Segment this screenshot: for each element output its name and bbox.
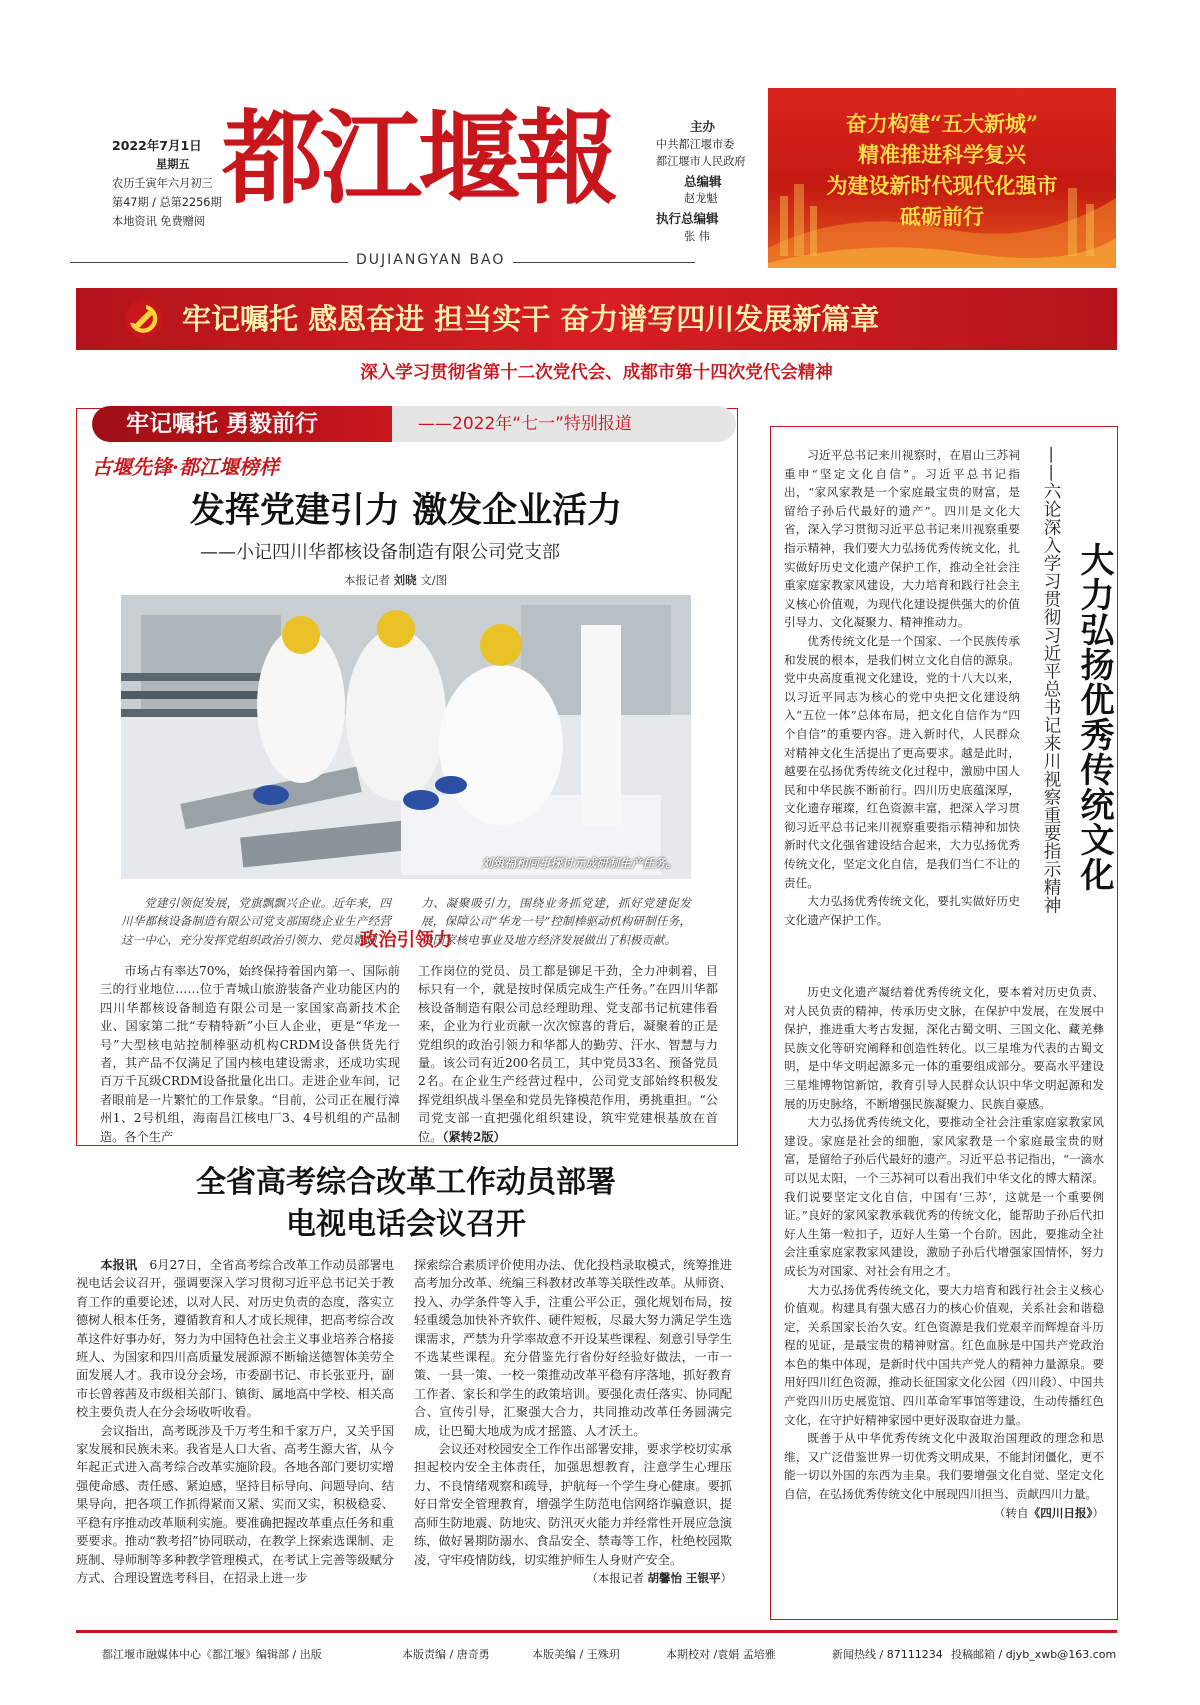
editorial-p5: 大力弘扬优秀传统文化，要推动全社会注重家庭家教家风建设。家庭是社会的细胞，家风家教是一个家庭最宝贵的财富，是留给子孙后代最好的遗产。习近平总书记指出，“一滴水可以见太阳，一个三苏祠可以看出我们中华文化的博大精深。我们说要坚定文化自信，中国有‘三苏’，这就是一个重要例证。”良好的家风家教承载优秀的传统文化，能帮助子孙后代扣好人生第一粒扣子，迈好人生第一个台阶。因此，要推动全社会注重家庭家教家风建设，激励子孙后代增强家国情怀，努力成长为对国家、对社会有用之才。 xyxy=(784,1115,1104,1278)
exec-editor-name: 张 伟 xyxy=(684,229,710,243)
news-byline-pre: （本报记者 xyxy=(586,1570,644,1585)
editorial-top-text xyxy=(784,446,1020,929)
editorial-p4: 历史文化遗产凝结着优秀传统文化，要本着对历史负责、对人民负责的精神，传承历史文脉，在保护中发展，在发展中保护，推进重大考古发掘，深化古蜀文明、三国文化、藏羌彝民族文化等研究阐释和创造性转化。以三星堆为代表的古蜀文明，是中华文明起源多元一体的重要组成部分。要高水平建设三星堆博物馆新馆，教育引导人民群众认识中华文明起源和发展的历史脉络，不断增强民族凝聚力、民族自豪感。 xyxy=(784,985,1104,1111)
editorial-source-name: 《四川日报》 xyxy=(1028,1505,1093,1520)
chief-editor-name: 赵龙魁 xyxy=(684,192,718,206)
issue-weekday: 星期五 xyxy=(156,158,190,171)
ad-line-3: 为建设新时代现代化强市 xyxy=(826,173,1058,198)
news-headline-line-2: 电视电话会议召开 xyxy=(286,1207,526,1242)
news-col-1-p1-text: 6月27日，全省高考综合改革工作动员部署电视电话会议召开，强调要深入学习贯彻习近平总书记关于教育工作的重要论述，以对人民、对历史负责的态度，落实立德树人根本任务，遵循教育和人才成长规律，把高考综合改革这件好事办好，努力为中国特色社会主义事业培养合格接班人、为国家和四川高质量发展源源不断输送德智体美劳全面发展人才。我市设分会场，市委副书记、市长张亚丹，副市长曾蓉茜及市级相关部门、镇街、属地高中学校、相关高校主要负责人在分会场收听收看。 xyxy=(76,1258,395,1420)
feature-col-1 xyxy=(100,962,400,1146)
footer-designer: 本版美编 / 王殊玥 xyxy=(532,1648,620,1661)
news-byline-end: ） xyxy=(720,1570,732,1585)
editorial-p7 xyxy=(784,1429,1104,1520)
ad-line-1: 奋力构建“五大新城” xyxy=(845,111,1039,136)
slogan-ad xyxy=(768,88,1116,268)
chief-editor-label: 总编辑 xyxy=(684,173,722,189)
footer-hotline: 新闻热线 / 87111234 xyxy=(832,1648,943,1661)
editorial-bottom-text xyxy=(784,983,1104,1522)
sponsor-party: 中共都江堰市委 xyxy=(656,137,735,151)
editorial-subtitle: ——六论深入学习贯彻习近平总书记来川视察重要指示精神 xyxy=(1041,446,1061,914)
editorial-p1: 习近平总书记来川视察时，在眉山三苏祠重申“坚定文化自信”。习近平总书记指出，“家风家教是一个家庭最宝贵的财富，是留给子孙后代最好的遗产”。四川是文化大省，深入学习贯彻习近平总书记来川视察重要指示精神，我们要大力弘扬优秀传统文化，扎实做好历史文化遗产保护工作，推动全社会注重家庭家教家风建设，大力培育和践行社会主义核心价值观，为现代化建设提供强大的价值引导力、文化凝聚力、精神推动力。 xyxy=(784,448,1020,630)
news-byline xyxy=(414,1569,732,1587)
byline-name: 刘晓 xyxy=(393,573,417,587)
free-notice: 本地资讯 免费赠阅 xyxy=(112,215,206,228)
news-lead-label: 本报讯 xyxy=(100,1258,138,1272)
feature-byline xyxy=(344,572,447,588)
feature-tag-text: 牢记嘱托 勇毅前行 xyxy=(126,410,319,437)
theme-subtitle: 深入学习贯彻省第十二次党代会、成都市第十四次党代会精神 xyxy=(360,363,833,383)
column-name: 古堰先锋·都江堰榜样 xyxy=(92,455,279,479)
news-headline-line-1: 全省高考综合改革工作动员部署 xyxy=(196,1165,616,1200)
feature-tag-right: ——2022年“七一”特别报道 xyxy=(418,414,632,434)
ad-text xyxy=(768,108,1116,232)
exec-editor-label: 执行总编辑 xyxy=(656,210,719,226)
news-col-1 xyxy=(76,1256,394,1587)
photo-scene xyxy=(121,595,691,879)
news-col-1-p2: 会议指出，高考既涉及千万考生和千家万户，又关乎国家发展和民族未来。我省是人口大省、高考生源大省，从今年起正式进入高考综合改革实施阶段。各地各部门要切实增强使命感、责任感、紧迫感，坚持目标导向、问题导向、结果导向，把各项工作抓得紧而又紧、实而又实，积极稳妥、平稳有序推动改革顺利实施。要准确把握改革重点任务和重要要求。推动“教考招”协同联动，在教学上探索选课制、走班制、导师制等多种教学管理模式，在考试上完善等级赋分方式、合理设置选考科目，在招录上进一步 xyxy=(76,1423,394,1585)
news-byline-names: 胡馨怡 王银平 xyxy=(647,1570,721,1585)
sponsor-label: 主办 xyxy=(690,119,716,134)
masthead-credits xyxy=(656,118,746,245)
continued-note: （紧转2版） xyxy=(442,1129,506,1144)
editorial-p2: 优秀传统文化是一个国家、一个民族传承和发展的根本，是我们树立文化自信的源泉。党中央高度重视文化建设，党的十八大以来，以习近平同志为核心的党中央把文化建设纳入“五位一体”总体布局，把文化自信作为“四个自信”的重要内容。进入新时代，人民群众对精神文化生活提出了更高要求。越是此时，越要在弘扬优秀传统文化过程中，激励中国人民和中华民族不断前行。四川历史底蕴深厚，文化遗存璀璨，红色资源丰富，把深入学习贯彻习近平总书记来川视察重要指示精神和加快新时代文化强省建设结合起来，大力弘扬优秀传统文化，坚定文化自信，是我们当仁不让的责任。 xyxy=(784,633,1020,890)
footer-rule xyxy=(76,1630,1117,1633)
editorial-source-pre: （转自 xyxy=(993,1505,1029,1520)
feature-headline: 发挥党建引力 激发企业活力 xyxy=(189,490,623,531)
lead-left: 党建引领促发展，党旗飘飘兴企业。近年来，四川华都核设备制造有限公司党支部围绕企业生产经营这一中心，充分发挥党组织政治引领力、党员影响 xyxy=(121,896,391,947)
footer-publisher: 都江堰市融媒体中心《都江堰》编辑部 / 出版 xyxy=(102,1648,322,1661)
issue-date: 2022年7月1日 xyxy=(112,138,202,153)
ad-line-2: 精准推进科学复兴 xyxy=(858,142,1026,167)
news-col-1-p1 xyxy=(76,1256,394,1422)
issue-number: 第47期 / 总第2256期 xyxy=(112,196,222,209)
byline-suffix: 文/图 xyxy=(420,573,448,587)
feature-col-1-text: 市场占有率达70%，始终保持着国内第一、国际前三的行业地位……位于青城山旅游装备产业功能区内的四川华都核设备制造有限公司是一家国家高新技术企业、国家第二批“专精特新”小巨人企业，更是“华龙一号”大型核电站控制棒驱动机构CRDM设备供货先行者，其产品不仅满足了国内核电建设需求，还成功实现百万千瓦级CRDM设备批量化出口。走进企业车间，记者眼前是一片繁忙的工作景象。“目前，公司正在履行漳州1、2号机组，海南昌江核电厂3、4号机组的产品制造。各个生产 xyxy=(100,964,400,1144)
feature-col-2 xyxy=(418,962,718,1146)
photo-caption: 刘筑福和同事探讨元成研制生产任务。 xyxy=(481,856,677,870)
news-col-2 xyxy=(414,1256,732,1587)
feature-col-2-text: 工作岗位的党员、员工都是铆足干劲，全力冲刺着，目标只有一个，就是按时保质完成生产任务。”在四川华都核设备制造有限公司总经理助理、党支部书记杭建伟看来，企业为行业贡献一次次惊喜的背后，凝聚着的正是党组织的政治引领力和华都人的勤劳、汗水、智慧与力量。该公司有近200名员工，其中党员33名、预备党员2名。在企业生产经营过程中，公司党支部始终积极发挥党组织战斗堡垒和党员先锋模范作用，勇挑重担。“公司党支部一直把强化组织建设，筑牢党建根基放在首位。 xyxy=(418,964,718,1144)
theme-banner xyxy=(76,288,1117,350)
lead-right: 力、凝聚吸引力，围绕业务抓党建，抓好党建促发展，保障公司“华龙一号”控制棒驱动机构研制任务，为国家核电事业及地方经济发展做出了积极贡献。 xyxy=(421,896,691,947)
newspaper-title: 都江堰報 xyxy=(222,99,614,219)
byline-prefix: 本报记者 xyxy=(344,573,390,587)
footer-proof: 本期校对 /袁娟 孟培雅 xyxy=(666,1648,776,1661)
news-headline xyxy=(76,1162,736,1246)
lunar-date: 农历壬寅年六月初三 xyxy=(112,177,213,190)
news-col-2-p1: 探索综合素质评价使用办法、优化投档录取模式，统筹推进高考加分改革、统编三科教材改革等关联性改革。从师资、投入、办学条件等入手，注重公平公正，强化规划布局，按轻重缓急加快补齐软件、硬件短板，尽最大努力满足学生选课需求，严禁为升学率故意不开设某些课程、刻意引导学生不选某些课程。充分借鉴先行省份好经验好做法，一市一策、一县一策、一校一策推动改革平稳有序落地，抓好教育工作者、家长和学生的政策培训。要强化责任落实、协同配合、宣传引导，汇聚强大合力，共同推动改革任务圆满完成，让巴蜀大地成为成才摇篮、人才沃土。 xyxy=(414,1258,732,1438)
footer-editor: 本版责编 / 唐奇勇 xyxy=(402,1648,490,1661)
masthead-info xyxy=(112,136,222,231)
party-emblem-icon xyxy=(124,299,164,339)
feature-photo xyxy=(121,595,691,879)
feature-tag xyxy=(92,406,392,442)
editorial-p7-text: 既善于从中华优秀传统文化中汲取治国理政的理念和思维，又广泛借鉴世界一切优秀文明成果，不能封闭僵化，更不能一切以外国的东西为圭臬。我们要增强文化自觉、坚定文化自信，在弘扬优秀传统文化中展现四川担当、贡献四川力量。 xyxy=(784,1431,1104,1502)
feature-tag-ribbon xyxy=(392,406,736,442)
editorial-title: 大力弘扬优秀传统文化 xyxy=(1074,542,1114,892)
ad-line-4: 砥砺前行 xyxy=(900,204,984,229)
theme-banner-title: 牢记嘱托 感恩奋进 担当实干 奋力谱写四川发展新篇章 xyxy=(182,302,880,336)
editorial-p6: 大力弘扬优秀传统文化，要大力培育和践行社会主义核心价值观。构建具有强大感召力的核心价值观，关系社会和谐稳定，关系国家长治久安。红色资源是我们党艰辛而辉煌奋斗历程的见证，是最宝贵的精神财富。红色血脉是中国共产党政治本色的集中体现，是新时代中国共产党人的精神力量源泉。要用好四川红色资源，推动长征国家文化公园（四川段）、中国共产党四川历史展览馆、四川革命军事馆等建设，生动传播红色文化，在守护好精神家园中更好汲取奋进力量。 xyxy=(784,1282,1104,1427)
newspaper-pinyin: DUJIANGYAN BAO xyxy=(348,252,513,268)
feature-col-2-para xyxy=(418,962,718,1146)
section-head: 政治引领力 xyxy=(359,930,453,951)
footer-email: 投稿邮箱 / djyb_xwb@163.com xyxy=(951,1648,1117,1661)
editorial-source xyxy=(971,1504,1104,1523)
feature-subhead: ——小记四川华都核设备制造有限公司党支部 xyxy=(200,542,560,563)
editorial-source-end: ） xyxy=(1092,1505,1104,1520)
news-col-2-p2: 会议还对校园安全工作作出部署安排，要求学校切实承担起校内安全主体责任，加强思想教育，注意学生心理压力、不良情绪观察和疏导，护航每一个学生身心健康。要抓好日常安全管理教育，增强学生防范电信网络诈骗意识，提高师生防地震、防地灾、防汛灭火能力并经常性开展应急演练，做好暑期防溺水、食品安全、禁毒等工作，杜绝校园欺凌，守牢疫情防线，切实维护师生人身财产安全。 xyxy=(414,1442,732,1567)
footer xyxy=(76,1646,1117,1668)
sponsor-gov: 都江堰市人民政府 xyxy=(656,155,746,169)
editorial-p3: 大力弘扬优秀传统文化，要扎实做好历史文化遗产保护工作。 xyxy=(784,894,1020,927)
